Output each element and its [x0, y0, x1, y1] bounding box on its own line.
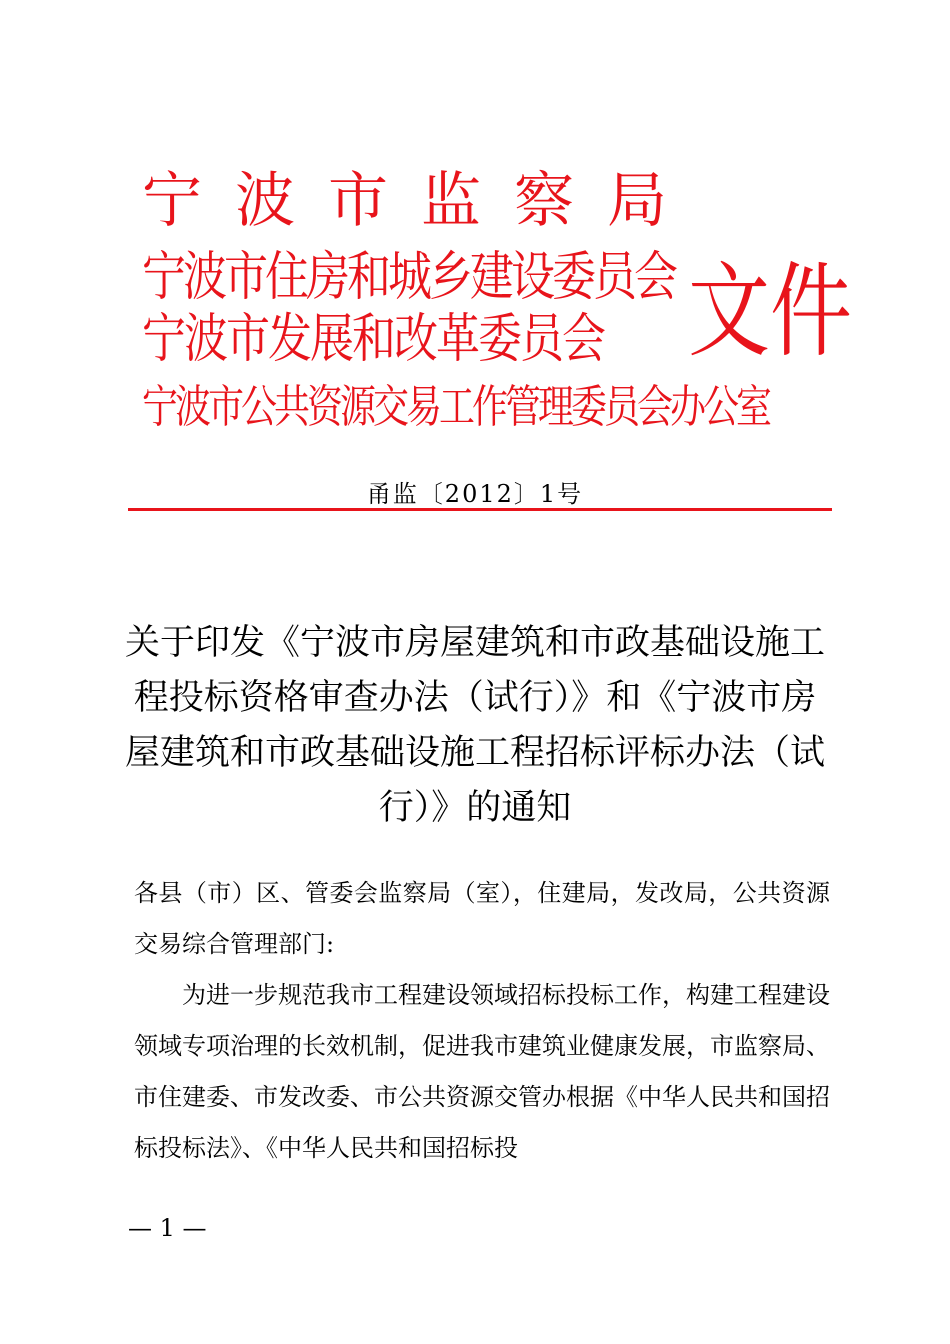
issuer-line-2: 宁波市住房和城乡建设委员会 — [142, 246, 675, 308]
red-divider — [128, 508, 832, 511]
page-number: — 1 — — [128, 1214, 207, 1242]
addressee: 各县（市）区、管委会监察局（室），住建局，发改局，公共资源交易综合管理部门: — [134, 879, 830, 958]
document-label: 文件 — [688, 252, 853, 372]
issuer-line-3: 宁波市发展和改革委员会 — [142, 308, 604, 370]
body-paragraph: 为进一步规范我市工程建设领域招标投标工作，构建工程建设领域专项治理的长效机制，促进我市建筑业健康发展，市监察局、市住建委、市发改委、市公共资源交管办根据《中华人民共和国招标投标法》、《中华人民共和国招标投 — [134, 981, 830, 1162]
document-number: 甬监〔2012〕1号 — [366, 480, 584, 508]
issuer-line-1: 宁波市监察局 — [142, 166, 700, 236]
issuer-line-4: 宁波市公共资源交易工作管理委员会办公室 — [142, 381, 770, 433]
notice-title: 关于印发《宁波市房屋建筑和市政基础设施工程投标资格审查办法（试行）》和《宁波市房屋建筑和市政基础设施工程招标评标办法（试行）》的通知 — [124, 623, 825, 828]
